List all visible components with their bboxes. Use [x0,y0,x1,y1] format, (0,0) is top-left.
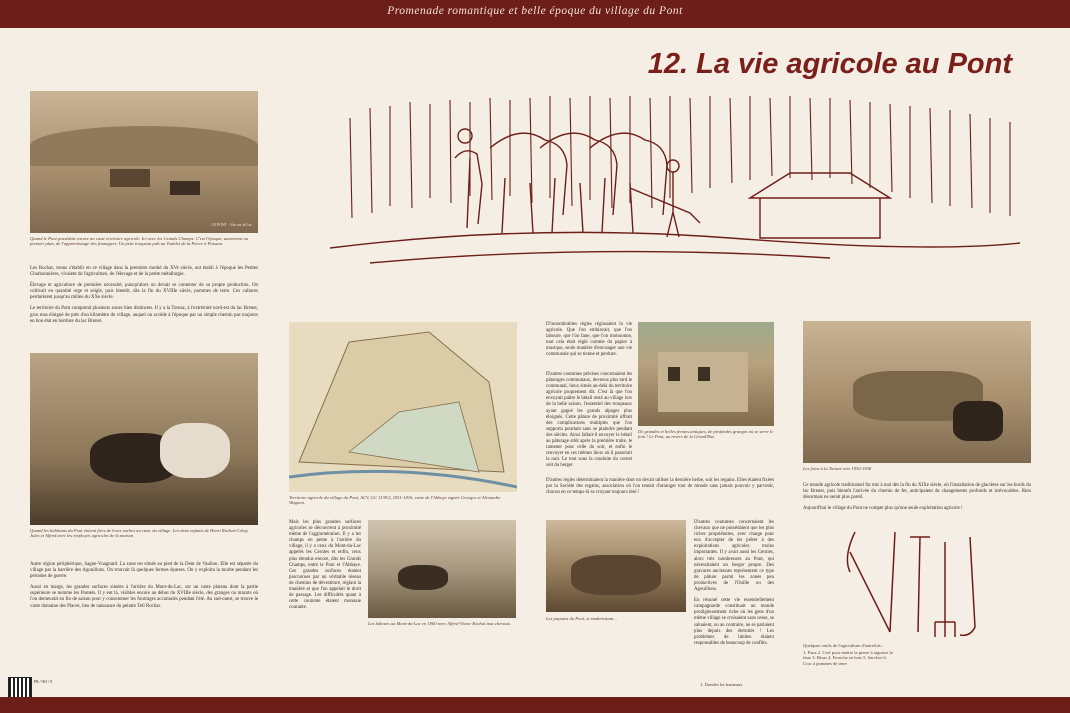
mid-text-3: D'autres coutumes concernaient les chevaux que ne possédaient que les plus riches propriétaires, avec charge pour eux d'accepter de les prêter à des exploitations agricoles moins importantes. Il y avait aussi les Cernies, alors très nombreuses au Pont, qui nécessitaient un berger propre. Des gravures anciennes représentent ce type de pâture parmi les zones peu productives de l'Ouïlle ou des Agouillons. En résumé cette vie essentiellement campagnarde constituait un monde prodigieusement riche où les gens d'un même village se croisaient sans cesse, se saluaient, ou au contraire, ne se parlaient plus depuis des éternités ! Les problèmes de limites étaient responsables de beaucoup de conflits. [694,520,774,646]
photo-inset-caption: LE PONT - Vue sur le Lac [211,223,252,227]
map-territory [289,322,517,492]
left-text-2: Autre région périphérique, Sagne-Vuagnard. La zone est située au pied de la Dent de Vaulion. Elle est séparée du village par la barrière des Agouillons. On trouvait là quelques fermes éparses. On y exploita la tourbe pendant les périodes de guerre. Aussi en marge, les grandes surfaces situées à l'arrière du Mont-du-Lac, sur un vaste plateau dont la partie supérieure se nomme les Pontets. Il y eut là, visibles encore au début du XVIIIe siècle, des granges ou mazots où l'on demeurait en fin de saison pour y consommer les fourrages accumulés pendant l'été. Au sud-ouest, se trouve le vaste domaine des Places, lieu de naissance du peintre Tell Rochat. [30,562,258,609]
footnote: 1. Dondes les hameaux [700,682,743,687]
photo-plough [368,520,516,618]
mid-text-1c: D'autres règles déterminaient la manière dont on devait utiliser la dernière herbe, soit les regains. Elles étaient fixées par la Société des regains, association où l'on tentait d'arranger tout de monde sans jamais pouvoir y parvenir, chacun en ce temps-là se croyant toujours lésé ! [546,478,774,496]
tools-illustration [835,522,985,642]
intro-text: Les Rochat, venus s'établir en ce village dans la première moitié du XVe siècle, ont établi à l'époque les Petites Charbonnières, vivaient de l'agriculture, de l'élevage et de la petite métallurgie. Élevage et agriculture de première nécessité, puisqu'alors on devait se contenter de sa propre production. On cultivait en quantité orge et seigle, puis bientôt, dès la fin du XVIIIe siècle, pommes de terre. Ces cultures perdurèrent jusqu'au milieu du XXe siècle. Le territoire du Pont comprend plusieurs zones bien distinctes. Il y a la Tornaz, à l'extrémité nord-est du lac Brenet, gros mas éloigné de près d'un kilomètre du village, auquel on accède à l'époque par un simple chemin pas toujours en bon état en bordure du lac Brenet. [30,266,258,324]
mid-text-1: D'innombrables règles régissaient la vie agricole. Que l'on emblavait, que l'on laboure, que l'on fane, que l'on moissonne, tout cela était réglé comme du papier à musique, seule manière d'envisager une vie communale qui se tienne et perdure. [546,322,632,358]
photo-farm [638,322,774,426]
bottom-banner [0,697,1070,713]
photo-cows-village [30,353,258,525]
mid-text-1b: D'autres coutumes précises concernaient les pâturages communaux, devenus plus tard le communal, lieux situés au-delà du territoire agricole proprement dit. C'est là que l'on envoyait paître le bétail resté au village lors de la belle saison, l'essentiel des troupeaux ayant gagné les grands alpages plus éloignés. Cette pâture de proximité offrait des complications multiples que l'on supporta pourtant sans se plaindre pendant des siècles. Ainsi fallait-il envoyer le bétail au pâturage sitôt après la première traite, le ramener pour celle du soir, et enfin le renvoyer en ces mêmes lieux où il passerait la nuit. Le tout sous la conduite du cornet soit du berger. [546,372,632,469]
caption-plough: Les labours au Mont-du-Lac en 1960 avec Alfred-Victor Rochat tout chevaux. [368,621,511,626]
caption-photo-2: Quand les habitants du Pont étaient fiers de leurs vaches au cœur du village. Les deux enfants de Henri Rochat-Golay, Jules et Alfred avec les employés agricoles de la maison. [30,528,249,539]
caption-photo-1: Quand le Pont possédait encore un vaste territoire agricole. Ici avec les Grands Champs. C'est l'époque, autrement au premier plan, de l'apprentissage des fromagers. Un petit troupeau paît au Toublet de la Pierre à Poisson. [30,236,249,247]
right-text: Ce monde agricole traditionnel fut mis à mal dès la fin du XIXe siècle, où l'installation de glacières sur les bords du lac Brenet, puis bientôt l'arrivée du chemin de fer, anticipaient de changements profonds et irrévocables. Rien désormais ne serait plus pareil. Aujourd'hui le village du Pont ne compte plus qu'une seule exploitation agricole ! [803,483,1031,512]
page-title: 12. La vie agricole au Pont [647,48,1012,80]
banner-title: Promenade romantique et belle époque du village du Pont [387,5,683,17]
tools-list: 1. Faux 2. Cerf pour mettre la pierre à aiguiser la faux 3. Bisas 4. Fourche en bois 5. Sarcloir 6. Croc à pommes de terre [803,650,893,666]
caption-haycart: Les paysans du Pont, si modernisant… [546,616,618,621]
caption-hay: Les foins à la Tornaz vers 1930-1938 [803,466,872,471]
mid-text-2: Mais les plus grandes surfaces agricoles se découvrent à proximité même de l'agglomération. Il y a les champs en pente à l'arrière du village, il y a ceux du Mont-du-Lac appelés les Cernies et enfin, ceux plus étendus encore, dits les Grands Champs, entre le Pont et l'Abbaye. Ces grandes surfaces étaient parcourues par un véritable réseau de chemins de dévestiture, réglant la manière et que l'on appelait le droit de passage. Les difficultés quant à cette coutume étaient monnaie courante. [289,520,361,611]
photo-village-grands-champs [30,91,258,233]
footer-code: PR / 001 / 9 [34,680,53,684]
tools-title: Quelques outils de l'agriculture d'autrefois : [803,643,884,648]
photo-haycart [546,520,686,612]
photo-hay-tornaz [803,321,1031,463]
caption-farm: De grandes et belles fermes antiques, de profondes granges où se serre le foin ! Le Pont, au revers de la Grand'Rue. [638,429,774,440]
plough-illustration [330,88,1020,278]
caption-map: Territoire agricole du village du Pont, ACV, GC 1139/2, 1811-1816, carte de l'Abbaye signée Georges et Alexandre Wagnon. [289,495,501,506]
